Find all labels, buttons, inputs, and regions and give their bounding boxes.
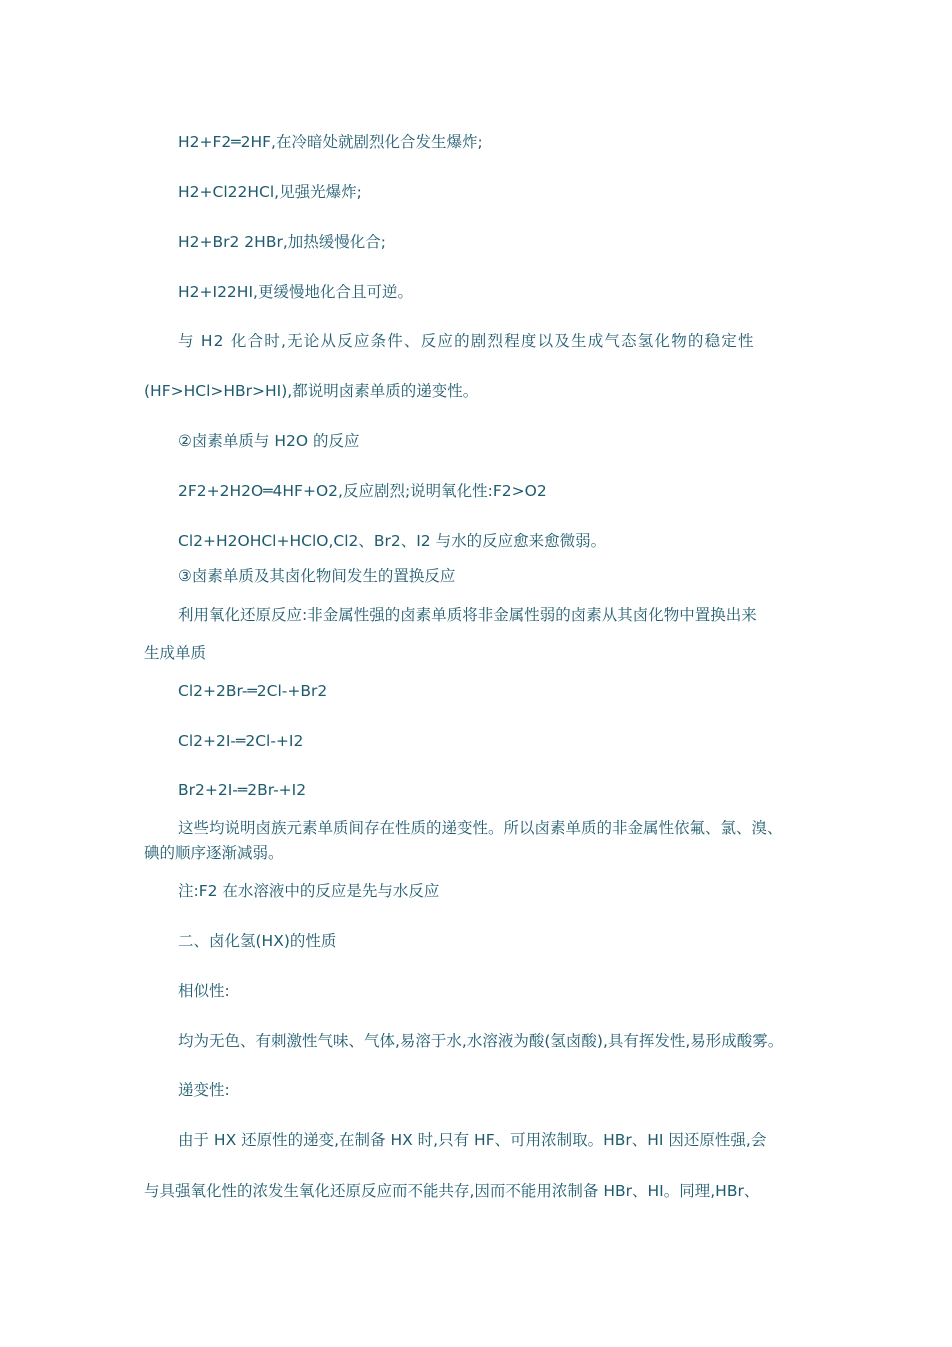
text-line: (HF>HCl>HBr>HI),都说明卤素单质的递变性。 [144,382,479,400]
text-line: 生成单质 [144,644,207,662]
text-line: H2+I22HI,更缓慢地化合且可逆。 [178,283,413,301]
text-line: Cl2+2Br-═2Cl-+Br2 [178,682,328,700]
text-line: 与 H2 化合时,无论从反应条件、反应的剧烈程度以及生成气态氢化物的稳定性 [178,332,755,350]
text-line: ③卤素单质及其卤化物间发生的置换反应 [178,567,456,585]
text-line: 与具强氧化性的浓发生氧化还原反应而不能共存,因而不能用浓制备 HBr、HI。同理,HBr、 [144,1182,760,1200]
text-line: ②卤素单质与 H2O 的反应 [178,432,360,450]
text-line: Cl2+H2OHCl+HClO,Cl2、Br2、I2 与水的反应愈来愈微弱。 [178,532,607,550]
text-line: Cl2+2I-═2Cl-+I2 [178,732,304,750]
text-line: 均为无色、有刺激性气味、气体,易溶于水,水溶液为酸(氢卤酸),具有挥发性,易形成酸雾。 [178,1032,784,1050]
text-line: H2+Br2 2HBr,加热缓慢化合; [178,233,386,251]
text-line: 相似性: [178,982,230,1000]
text-line: Br2+2I-═2Br-+I2 [178,781,307,799]
text-line: 碘的顺序逐渐减弱。 [144,844,284,862]
text-line: 2F2+2H2O═4HF+O2,反应剧烈;说明氧化性:F2>O2 [178,482,547,500]
text-line: 二、卤化氢(HX)的性质 [178,932,337,950]
text-line: H2+Cl22HCl,见强光爆炸; [178,183,362,201]
text-line: 这些均说明卤族元素单质间存在性质的递变性。所以卤素单质的非金属性依氟、氯、溴、 [178,819,783,837]
text-line: H2+F2═2HF,在冷暗处就剧烈化合发生爆炸; [178,133,483,151]
text-line: 注:F2 在水溶液中的反应是先与水反应 [178,882,440,900]
text-line: 递变性: [178,1081,230,1099]
text-line: 利用氧化还原反应:非金属性强的卤素单质将非金属性弱的卤素从其卤化物中置换出来 [178,606,757,624]
text-line: 由于 HX 还原性的递变,在制备 HX 时,只有 HF、可用浓制取。HBr、HI 因还原性强,会 [178,1131,767,1149]
